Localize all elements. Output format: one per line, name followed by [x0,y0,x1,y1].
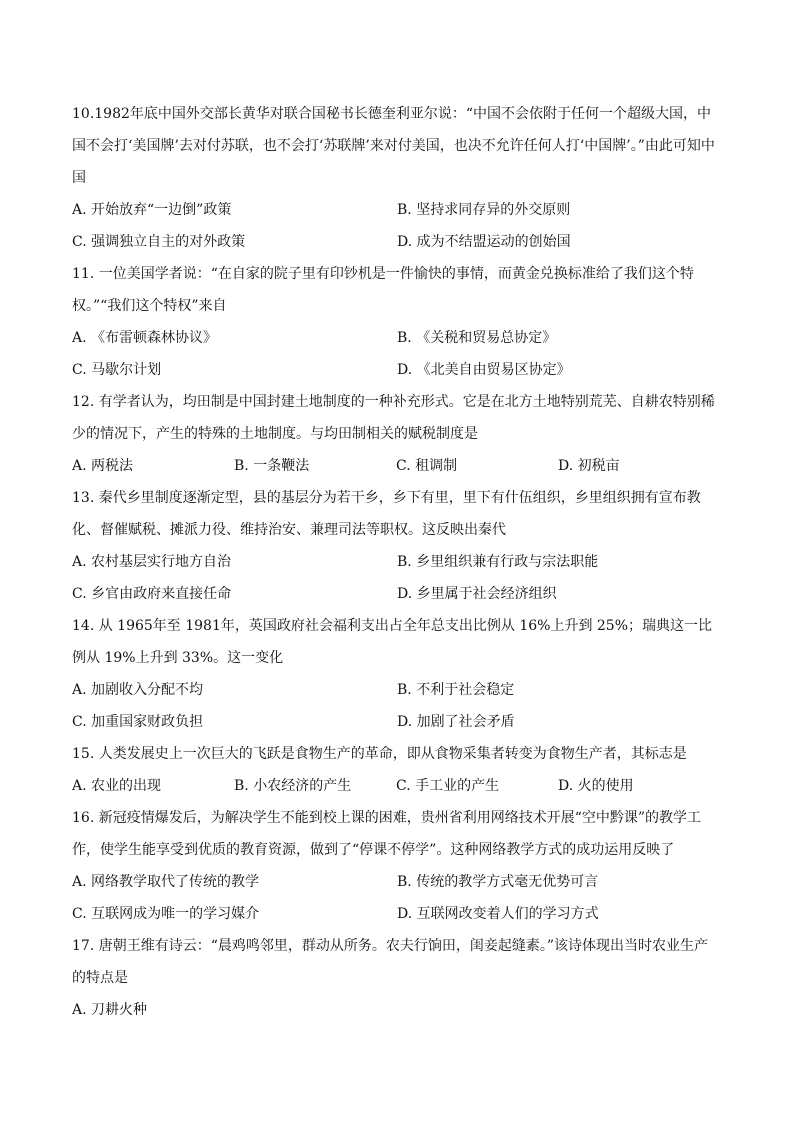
option-a: A. 《布雷顿森林协议》 [72,330,218,346]
question-stem: 12. 有学者认为，均田制是中国封建土地制度的一种补充形式。它是在北方土地特别荒芜、自耕农特别稀少的情况下，产生的特殊的土地制度。与均田制相关的赋税制度是 [72,394,715,442]
option-b: B. 传统的教学方式毫无优势可言 [397,874,599,890]
question-11 [72,258,722,386]
option-b: B. 坚持求同存异的外交原则 [397,202,571,218]
option-c: C. 手工业的产生 [396,778,500,794]
exam-page [72,98,722,1026]
option-a: A. 网络教学取代了传统的教学 [72,874,260,890]
question-stem: 15. 人类发展史上一次巨大的飞跃是食物生产的革命，即从食物采集者转变为食物生产者，其标志是 [72,746,687,762]
question-stem: 17. 唐朝王维有诗云：“晨鸡鸣邻里，群动从所务。农夫行饷田，闺妾起缝素。”该诗体现出当时农业生产的特点是 [72,938,709,986]
option-d: D. 互联网改变着人们的学习方式 [397,906,599,922]
option-a: A. 加剧收入分配不均 [72,682,204,698]
option-c: C. 加重国家财政负担 [72,714,204,730]
option-b: B. 一条鞭法 [234,458,310,474]
option-d: D. 成为不结盟运动的创始国 [397,234,571,250]
option-d: D. 《北美自由贸易区协定》 [397,362,571,378]
option-a: A. 两税法 [72,458,134,474]
option-d: D. 初税亩 [558,458,620,474]
question-stem: 11. 一位美国学者说：“在自家的院子里有印钞机是一件愉快的事情，而黄金兑换标准给了我们这个特权。”“我们这个特权”来自 [72,266,694,314]
option-c: C. 强调独立自主的对外政策 [72,234,246,250]
option-b: B. 不利于社会稳定 [397,682,515,698]
options [72,866,722,930]
options [72,450,722,482]
option-d: D. 火的使用 [558,778,634,794]
options [72,322,722,386]
question-stem: 13. 秦代乡里制度逐渐定型，县的基层分为若干乡，乡下有里，里下有什伍组织，乡里组织拥有宣布教化、督催赋税、摊派力役、维持治安、兼理司法等职权。这反映出秦代 [72,490,701,538]
options [72,674,722,738]
option-b: B. 乡里组织兼有行政与宗法职能 [397,554,599,570]
question-17 [72,930,722,1026]
question-13 [72,482,722,610]
option-c: C. 租调制 [396,458,458,474]
question-stem: 14. 从 1965年至 1981年，英国政府社会福利支出占全年总支出比例从 16%上升到 25%；瑞典这一比例从 19%上升到 33%。这一变化 [72,618,713,666]
question-16 [72,802,722,930]
option-d: D. 乡里属于社会经济组织 [397,586,557,602]
option-a: A. 刀耕火种 [72,1002,148,1018]
option-a: A. 农村基层实行地方自治 [72,554,232,570]
question-12 [72,386,722,482]
options [72,770,722,802]
option-c: C. 马歇尔计划 [72,362,162,378]
question-stem: 10.1982年底中国外交部长黄华对联合国秘书长德奎利亚尔说：“中国不会依附于任何一个超级大国，中国不会打‘美国牌’去对付苏联，也不会打‘苏联牌’来对付美国，也决不允许任何人打‘中国牌’。”由此可知中国 [72,106,715,186]
option-b: B. 《关税和贸易总协定》 [397,330,557,346]
option-b: B. 小农经济的产生 [234,778,352,794]
options [72,994,722,1026]
question-stem: 16. 新冠疫情爆发后，为解决学生不能到校上课的困难，贵州省利用网络技术开展“空中黔课”的教学工作，使学生能享受到优质的教育资源，做到了“停课不停学”。这种网络教学方式的成功运用反映了 [72,810,702,858]
options [72,194,722,258]
option-c: C. 乡官由政府来直接任命 [72,586,232,602]
question-15 [72,738,722,802]
option-a: A. 农业的出现 [72,778,162,794]
option-d: D. 加剧了社会矛盾 [397,714,515,730]
options [72,546,722,610]
question-14 [72,610,722,738]
option-c: C. 互联网成为唯一的学习媒介 [72,906,260,922]
question-10 [72,98,722,258]
option-a: A. 开始放弃“一边倒”政策 [72,202,232,218]
